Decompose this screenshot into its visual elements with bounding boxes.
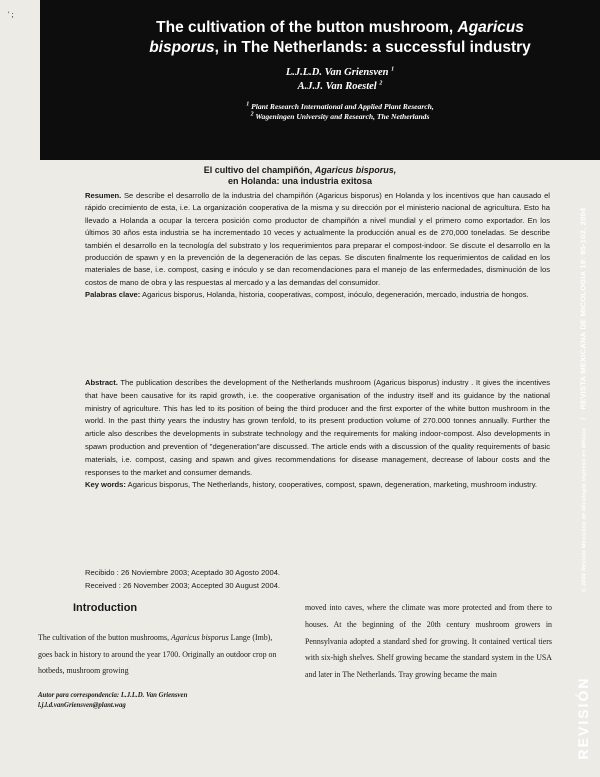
recibido-date: Recibido : 26 Noviembre 2003; Aceptado 30 Agosto 2004.	[85, 568, 281, 577]
author-1: L.J.L.D. Van Griensven $^1$	[285, 66, 395, 78]
intro-right-column: moved into caves, where the climate was more protected and from there to houses. At the beginning of the 20th century mushroom growers in Pennsylvania adopted a standard shed for growing. It contained vertical tiers with six-high shelves. Shelf growing became the standard system in the USA and later in The Netherlands. Tray growing became the main	[305, 603, 552, 680]
journal-spine-text: © 2004 Revista Mexicana de Micología Impreso en México/REVISTA MEXICANA DE MICOLOGIA 19: 95-102, 2004	[578, 207, 588, 593]
affiliation-1: $^1$ Plant Research International and Applied Plant Research,	[246, 101, 434, 111]
correspondence-author: Autor para correspondencia: L.J.L.D. Van Griensven	[38, 692, 188, 699]
spanish-title: El cultivo del champiñón, Agaricus bisporus, en Holanda: una industria exitosa	[203, 165, 397, 186]
submission-dates	[85, 566, 385, 592]
article-title: The cultivation of the button mushroom, Agaricus bisporus, in The Netherlands: a successful industry	[149, 19, 531, 56]
section-label: REVISIÓN	[575, 676, 591, 760]
affiliations	[80, 102, 600, 122]
correspondence	[38, 691, 283, 711]
abstract: Abstract. The publication describes the development of the Netherlands mushroom (Agaricus bisporus) industry . It gives the incentives that have been causative for its rapid growth, i.e. the cooperative organisation of the industry itself and its guidance by the national ministry of agriculture. This has led to its position of being the third producer and the first exporter of the white button mushroom in the world. In the past thirty years the industry has grown tenfold, to its present production volume of 270.000 tonnes annually. Further the article also describes the developments in substrate technology and the requirements for making indoor-compost. Also developments in spawn production and prevention of "degeneration"are discussed. The article ends with a discussion of the quality requirements of basic materials, i.e. compost, casing and spawn and gives recommendations for disease management, decrease of labour costs and the responses to the market and consumer demands. Key words: Agaricus bisporus, The Netherlands, history, cooperatives, compost, spawn, degeneration, marketing, mushroom industry.	[85, 378, 550, 490]
correspondence-email: l.j.l.d.vanGriensven@plant.wag	[38, 702, 126, 709]
received-date: Received : 26 November 2003; Accepted 30 August 2004.	[85, 581, 281, 590]
affiliation-2: $^2$ Wageningen University and Research, The Netherlands	[250, 111, 430, 121]
author-2: A.J.J. Van Roestel $^2$	[297, 80, 383, 92]
margin-marks: ' ;	[8, 10, 14, 19]
authors	[80, 66, 600, 94]
title-banner	[40, 0, 600, 160]
introduction-heading: Introduction	[73, 602, 138, 614]
resumen: Resumen. Se describe el desarrollo de la industria del champiñón (Agaricus bisporus) en Holanda y los incentivos que han causado el rápido crecimiento de esta, i.e. La organización cooperativa de la misma y su dirección por el ministerio nacional de agricultura. Esto ha llevado a Holanda a ocupar la tercera posición como productor de champiñón a nivel mundial y el primero como exportador. En los últimos 30 años esta industria se ha incrementado 10 veces y actualmente la producción anual es de 270,000 toneladas. Se describe también el desarrollo en la tecnología del substrato y los requerimientos para preparar el compost-indoor. Se discute el desarrollo en la producción de spawn y en la prevención de la degeneración de las cepas. Se discuten finalmente los requerimientos de calidad en los materiales de base, i.e. compost, casing e inóculo y se dan recomendaciones para el manejo de las enfermedades, disminución de los costos de mano de obra y las respuestas al mercado y a las demandas del consumidor. Palabras clave: Agaricus bisporus, Holanda, historia, cooperativas, compost, inóculo, degeneración, mercado, industria de hongos.	[85, 191, 550, 300]
intro-left-column: The cultivation of the button mushrooms, Agaricus bisporus Lange (Imb), goes back in history to around the year 1700. Originally an outdoor crop on hotbeds, mushroom growing	[38, 633, 277, 675]
